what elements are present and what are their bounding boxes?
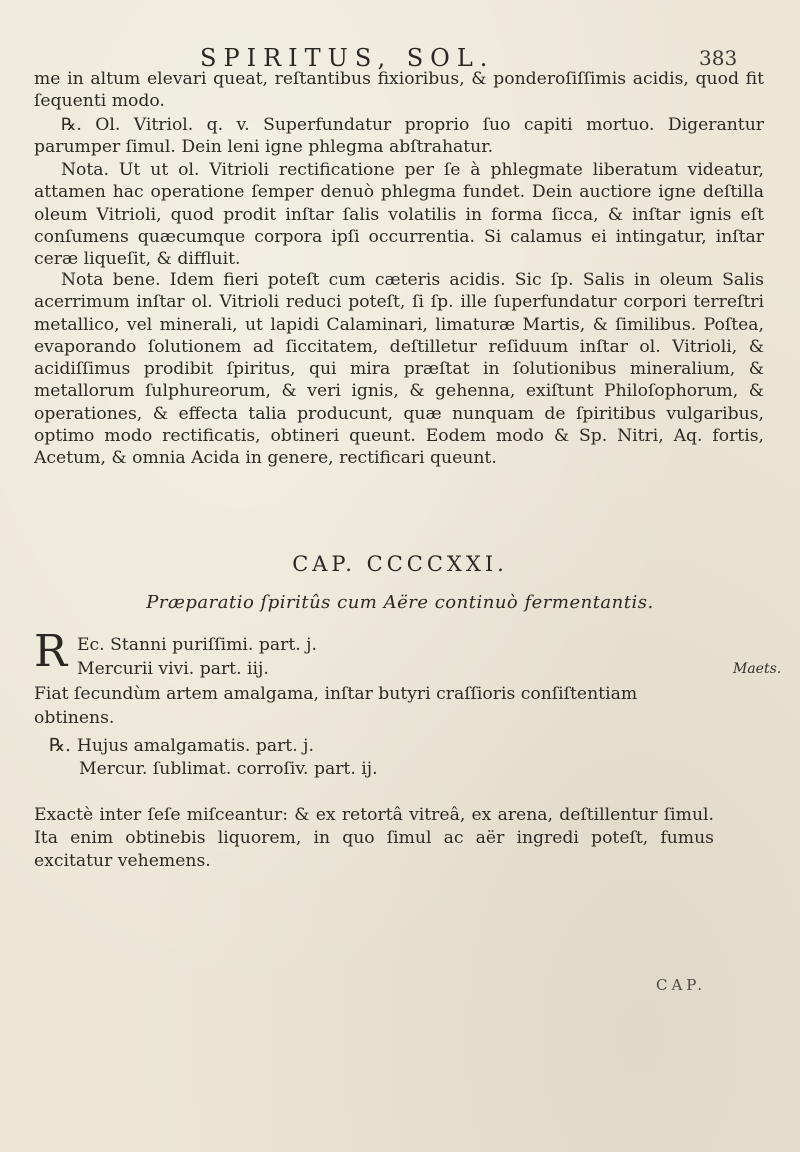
chapter-heading: CAP. CCCCXXI. [292,552,508,576]
paragraph-text: Nota. Ut ut ol. Vitrioli rectificatione per ſe à phlegmate liberatum videatur, attamen hac operatione ſemper denuò phlegma fundet. Dein auctiore igne deſtilla oleum Vitrioli, quod prodit inſtar ſalis volatilis in forma ſicca, & inſtar ignis eſt conſumens quæcumque corpora ipſi occurrentia. Si calamus ei intingatur, inſtar ceræ liqueſit, & diffluit. [34,160,764,270]
recipe-instruction: Fiat ſecundùm artem amalgama, inſtar butyri craſſioris conſiſtentiam [34,684,638,704]
recipe-instruction [34,804,714,873]
recipe-ingredient: Hujus amalgamatis. part. j. [76,736,314,756]
recipe-ingredient: Mercur. ſublimat. corroſiv. part. ij. [79,759,378,779]
recipe-symbol: ℞. [49,735,71,756]
drop-initial: R [34,626,68,677]
paragraph-nota [34,159,764,270]
page-number: 383 [699,46,738,70]
paragraph-text: me in altum elevari queat, reſtantibus fixioribus, & ponderoſiſſimis acidis, quod fit ſequenti modo. [34,69,764,112]
recipe-ingredient-line [49,734,314,758]
running-head: SPIRITUS, SOL. [200,44,495,72]
recipe-instruction: obtinens. [34,708,115,728]
catchword: CAP. [656,976,707,994]
recipe-ingredient: Ec. Stanni puriſſimi. part. j. [77,635,317,655]
paragraph-text: ℞. Ol. Vitriol. q. v. Superfundatur proprio ſuo capiti mortuo. Digerantur parumper ſimul. Dein leni igne phlegma abſtrahatur. [34,115,764,158]
paragraph-recipe-vitriol [34,114,764,159]
paragraph-text: Nota bene. Idem fieri poteſt cum cæteris acidis. Sic ſp. Salis in oleum Salis acerrimum inſtar ol. Vitrioli reduci poteſt, ſi ſp. ille ſuperfundatur corpori terreſtri metallico, vel minerali, ut lapidi Calaminari, limaturæ Martis, & ſimilibus. Poſtea, evaporando ſolutionem ad ſiccitatem, deſtilletur reſiduum inſtar ol. Vitrioli, & acidiſſimus prodibit ſpiritus, qui mira præſtat in ſolutionibus mineralium, & metallorum ſulphureorum, & veri ignis, & gehenna, exiſtunt Philoſophorum, & operationes, & effecta talia producunt, quæ nunquam de ſpiritibus vulgaribus, optimo modo rectificatis, obtineri queunt. Eodem modo & Sp. Nitri, Aq. fortis, Acetum, & omnia Acida in genere, rectificari queunt. [34,270,764,469]
paragraph-nota-bene [34,269,764,470]
paragraph-continuation [34,68,764,113]
recipe-instruction-text: Exactè inter ſeſe miſceantur: & ex retortâ vitreâ, ex arena, deſtillentur ſimul. Ita enim obtinebis liquorem, in quo ſimul ac aër ingredi poteſt, fumus excitatur vehemens. [34,805,714,871]
margin-note: Maets. [733,661,782,677]
chapter-title: Præparatio ſpiritûs cum Aëre continuò fermentantis. [146,592,654,613]
recipe-ingredient: Mercurii vivi. part. iij. [77,659,269,679]
